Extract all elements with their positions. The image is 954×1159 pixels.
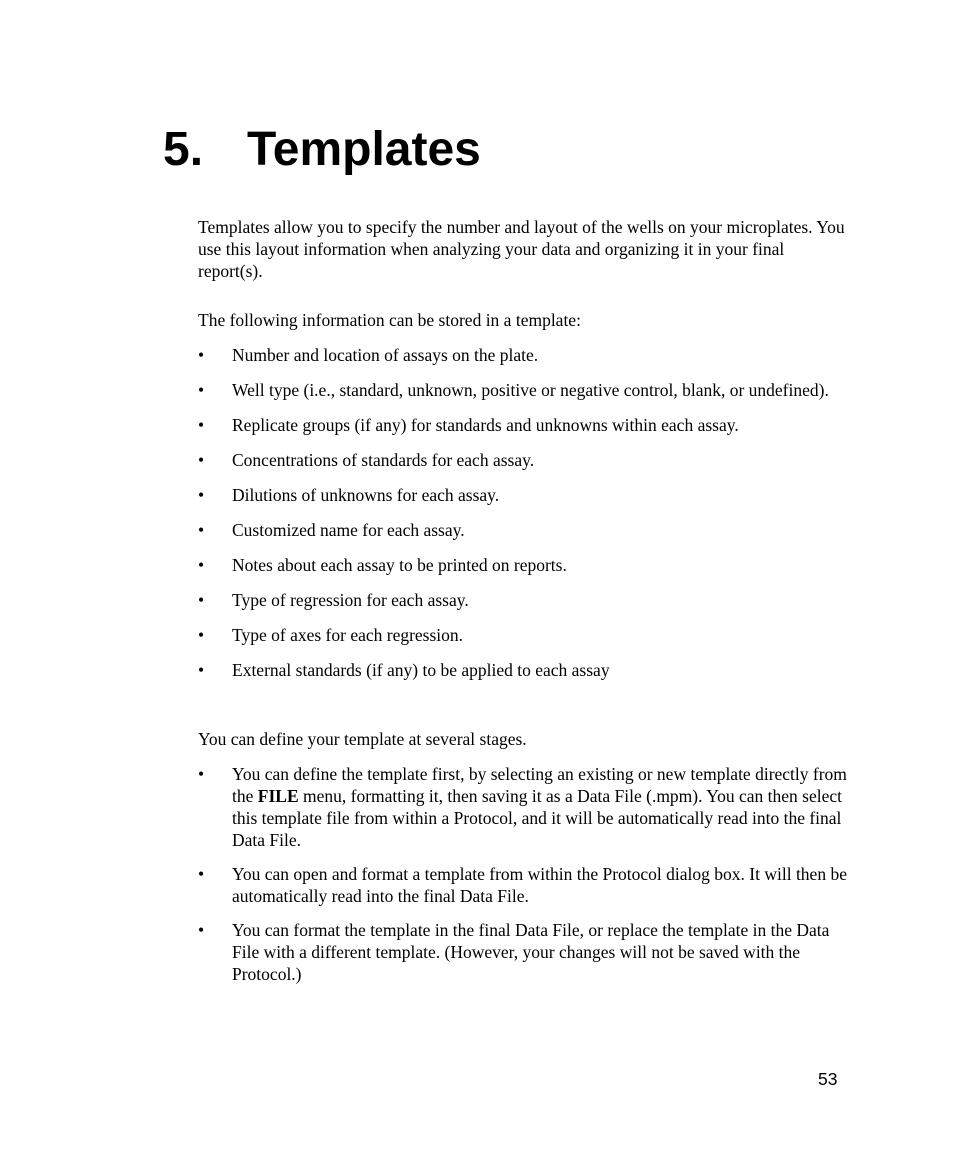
bullet-icon: • <box>198 764 205 784</box>
bullet-icon: • <box>198 380 205 400</box>
list-item <box>198 344 850 366</box>
bullet-icon: • <box>198 590 205 610</box>
list-item <box>198 624 850 646</box>
list-item <box>198 554 850 576</box>
page-number: 53 <box>818 1069 838 1089</box>
list-item <box>198 484 850 506</box>
list-item-text: Customized name for each assay. <box>232 520 465 540</box>
stages-intro: You can define your template at several stages. <box>198 729 527 749</box>
list-item <box>198 519 850 541</box>
list-item <box>198 763 850 851</box>
stage-first-text-before: You can define the template first, by selecting an existing or new template directly from the <box>232 764 847 806</box>
list-item-text: Notes about each assay to be printed on reports. <box>232 555 567 575</box>
stages-list <box>198 763 850 997</box>
list-item-text: Dilutions of unknowns for each assay. <box>232 485 500 505</box>
intro-paragraph: Templates allow you to specify the number and layout of the wells on your microplates. You use this layout information when analyzing your data and organizing it in your final report(s). <box>198 217 845 281</box>
list-item-text: Well type (i.e., standard, unknown, positive or negative control, blank, or undefined). <box>232 380 829 400</box>
list-item <box>198 659 850 681</box>
list-item-text: External standards (if any) to be applied to each assay <box>232 660 610 680</box>
bullet-icon: • <box>198 345 205 365</box>
list-item <box>198 449 850 471</box>
list-item-text: You can open and format a template from within the Protocol dialog box. It will then be automatically read into the final Data File. <box>232 864 847 906</box>
bullet-icon: • <box>198 864 205 884</box>
bullet-icon: • <box>198 520 205 540</box>
list-item-text <box>232 764 847 850</box>
bullet-icon: • <box>198 920 205 940</box>
list-item <box>198 919 850 985</box>
bullet-icon: • <box>198 485 205 505</box>
chapter-number: 5. <box>163 123 204 176</box>
stored-info-list <box>198 344 850 694</box>
list-item-text: Concentrations of standards for each assay. <box>232 450 535 470</box>
bullet-icon: • <box>198 450 205 470</box>
list-item <box>198 379 850 401</box>
list-item-text: You can format the template in the final Data File, or replace the template in the Data File with a different template. (However, your changes will not be saved with the Protocol.) <box>232 920 830 984</box>
list-item <box>198 589 850 611</box>
list-item-text: Type of regression for each assay. <box>232 590 469 610</box>
stage-first-text-after: menu, formatting it, then saving it as a Data File (.mpm). You can then select this template file from within a Protocol, and it will be automatically read into the final Data File. <box>232 786 842 850</box>
list-item-text: Replicate groups (if any) for standards and unknowns within each assay. <box>232 415 739 435</box>
list-item <box>198 863 850 907</box>
bullet-icon: • <box>198 415 205 435</box>
list-item <box>198 414 850 436</box>
bullet-icon: • <box>198 660 205 680</box>
stored-info-intro: The following information can be stored in a template: <box>198 310 581 330</box>
bullet-icon: • <box>198 625 205 645</box>
list-item-text: Number and location of assays on the plate. <box>232 345 539 365</box>
bullet-icon: • <box>198 555 205 575</box>
chapter-heading <box>163 119 481 181</box>
list-item-text: Type of axes for each regression. <box>232 625 464 645</box>
file-menu-name: FILE <box>257 786 299 806</box>
chapter-title: Templates <box>247 123 481 176</box>
